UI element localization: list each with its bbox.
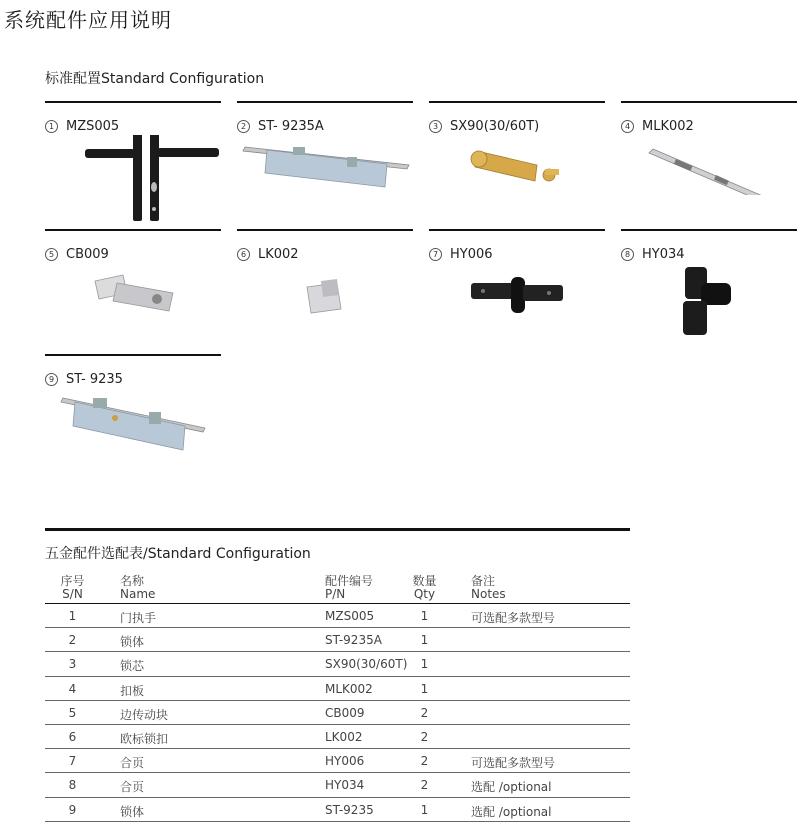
- hardware-table-section: [45, 528, 630, 819]
- item-code: HY006: [450, 247, 493, 262]
- header-sn: 序号 S/N: [60, 574, 85, 601]
- item-divider: [45, 101, 221, 103]
- table-row: 2 锁体 ST-9235A 1: [45, 628, 630, 652]
- item-number: 4: [621, 120, 634, 133]
- transmission-block-icon: [45, 263, 221, 333]
- item-number: 6: [237, 248, 250, 261]
- item-label: [45, 119, 119, 134]
- table-row: 6 欧标锁扣 LK002 2: [45, 725, 630, 749]
- config-item-mzs005: [45, 101, 221, 225]
- table-title: 五金配件选配表/Standard Configuration: [45, 546, 311, 562]
- item-code: ST- 9235: [66, 372, 123, 387]
- config-item-st9235a: [237, 101, 413, 225]
- item-divider: [429, 229, 605, 231]
- header-pn: 配件编号 P/N: [325, 574, 374, 601]
- config-section-title: 标准配置Standard Configuration: [45, 71, 265, 87]
- config-item-hy034: [621, 229, 797, 353]
- item-label: [237, 247, 299, 262]
- table-row: 3 锁芯 SX90(30/60T) 1: [45, 652, 630, 676]
- table-row: 9 锁体 ST-9235 1 选配 /optional: [45, 798, 630, 822]
- item-number: 3: [429, 120, 442, 133]
- config-item-st9235: [45, 354, 221, 478]
- door-handle-icon: [45, 135, 221, 225]
- item-code: CB009: [66, 247, 109, 262]
- item-divider: [429, 101, 605, 103]
- item-label: [45, 372, 123, 387]
- config-item-sx90: [429, 101, 605, 225]
- item-label: [621, 247, 685, 262]
- item-divider: [237, 229, 413, 231]
- config-item-hy006: [429, 229, 605, 353]
- item-number: 8: [621, 248, 634, 261]
- item-divider: [621, 101, 797, 103]
- header-name: 名称 Name: [120, 574, 156, 601]
- lock-body-icon: [237, 135, 413, 195]
- item-number: 1: [45, 120, 58, 133]
- keeper-icon: [237, 263, 413, 333]
- header-qty: 数量 Qty: [412, 574, 437, 601]
- item-code: SX90(30/60T): [450, 119, 540, 134]
- item-number: 5: [45, 248, 58, 261]
- config-item-cb009: [45, 229, 221, 353]
- item-code: MLK002: [642, 119, 694, 134]
- item-number: 7: [429, 248, 442, 261]
- item-divider: [621, 229, 797, 231]
- header-notes: 备注 Notes: [471, 574, 506, 601]
- table-row: 8 合页 HY034 2 选配 /optional: [45, 773, 630, 797]
- item-label: [237, 119, 324, 134]
- table-row: 7 合页 HY006 2 可选配多款型号: [45, 749, 630, 773]
- table-header-row: [45, 573, 630, 604]
- lock-body-icon: [45, 388, 221, 458]
- table-divider: [45, 528, 630, 531]
- item-code: ST- 9235A: [258, 119, 324, 134]
- item-divider: [45, 354, 221, 356]
- item-divider: [237, 101, 413, 103]
- table-row: 4 扣板 MLK002 1: [45, 677, 630, 701]
- item-number: 9: [45, 373, 58, 386]
- hardware-table: [45, 573, 630, 822]
- lock-cylinder-icon: [429, 135, 605, 195]
- table-row: 1 门执手 MZS005 1 可选配多款型号: [45, 604, 630, 628]
- hinge-icon: [621, 263, 797, 343]
- item-code: HY034: [642, 247, 685, 262]
- item-code: LK002: [258, 247, 299, 262]
- item-divider: [45, 229, 221, 231]
- config-item-lk002: [237, 229, 413, 353]
- page-title: 系统配件应用说明: [4, 8, 172, 32]
- item-label: [429, 247, 493, 262]
- item-code: MZS005: [66, 119, 120, 134]
- item-label: [621, 119, 694, 134]
- table-row: 5 边传动块 CB009 2: [45, 701, 630, 725]
- hinge-icon: [429, 263, 605, 333]
- strike-plate-icon: [621, 135, 797, 195]
- config-item-mlk002: [621, 101, 797, 225]
- item-number: 2: [237, 120, 250, 133]
- item-label: [45, 247, 109, 262]
- item-label: [429, 119, 539, 134]
